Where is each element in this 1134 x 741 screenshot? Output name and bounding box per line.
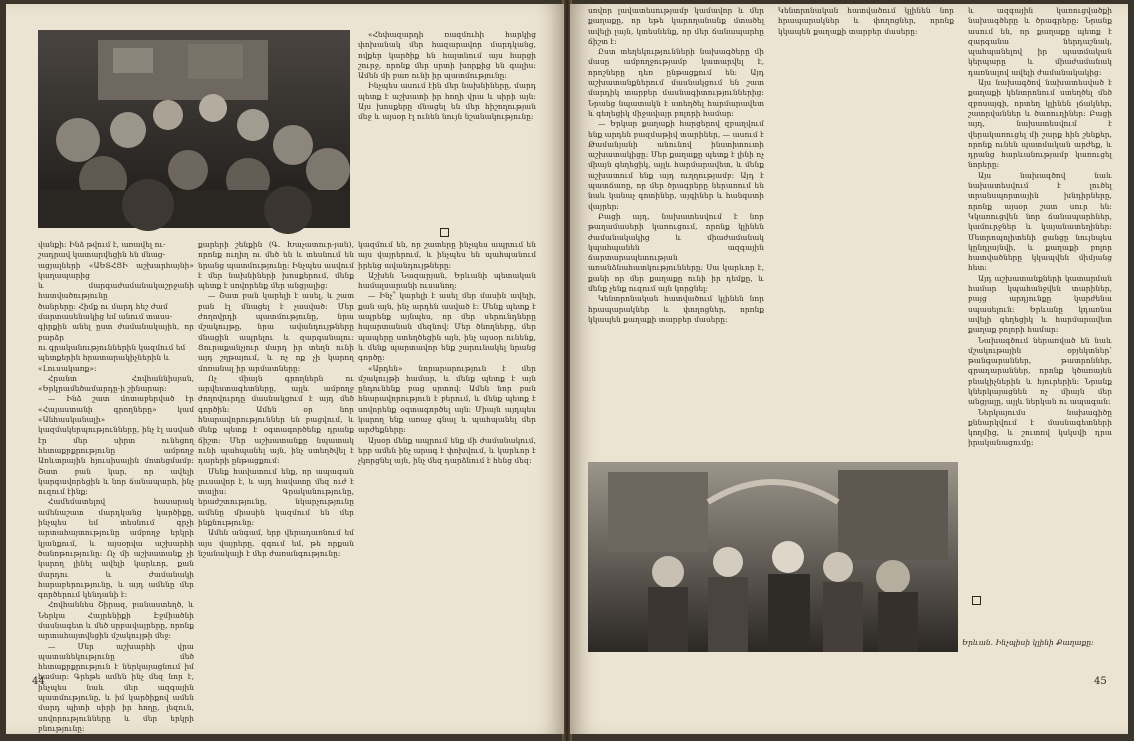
end-mark-square	[440, 228, 449, 237]
right-column-1	[588, 6, 764, 446]
col2-paragraph-1: — Շատ բան կարելի է ասել, և շատ բան էլ մնացել է չասված։ Մեր ժողովրդի պատմությունը, նրա մշակույթը, նրա ավանդույթները մնացին ապրելու և զարգանալու։ Յուրաքանչյուր մարդ իր տեղն ունի այդ շղթայում, և ոչ ոք չի կարող մոռանալ իր արմատները։	[198, 291, 354, 373]
crowd-photo-image	[38, 30, 350, 228]
col1-paragraph-1: — Ինձ շատ մոտաբերված էր «Հայաստանի գրողները» կամ «Անհասկանալի» կազմակերպությունները, ինչ էլ ասված էր մեր սիրտ ունեցող հետաքրքրությունը ամբողջ Առևտրային հյուսիսային մոտեցմամբ։ Շատ բան կար, որ ավելի կարգավորեցին և նոր ճանապարհ, ինչ ուզում էինք։	[38, 394, 194, 497]
r-col1-paragraph-4: Կենտրոնական հատվածում կլինեն նոր հրապարակներ և փողոցներ, որոնք կկապեն քաղաքի տարբեր մասերը։	[588, 294, 764, 324]
r-col2-paragraph-0: Կենտրոնական հատվածում կլինեն նոր հրապարակներ և փողոցներ, որոնք կկապեն քաղաքի տարբեր մասերը։	[778, 6, 954, 36]
page-number-right: 45	[1094, 676, 1107, 687]
r-col3-paragraph-5: Ներկայումս նախագիծը քննարկվում է մասնագետների կողմից, և շուտով կսկսվի դրա իրականացումը։	[968, 407, 1112, 448]
end-mark-square-right	[972, 596, 981, 605]
col1-line-7: ու գրականություններին կազմում եմ	[38, 342, 186, 352]
col1-line-1: շադրավ կատարվեցին են մնաց-	[38, 250, 166, 260]
photo-caption: Երևան. Ինչպիսի կլինի Քաղաքը։	[962, 638, 1094, 647]
col1-paragraph-2: Համեմատելով հասարակ ամենաշատ մարդկանց կարծիքը, ինչպես եմ տեսնում գրչի արտահայտությունը ամբողջ երկրի կյանքում, և այսօրվա աշխարհի ծանոթությունը։ Ոչ մի աշխատանք չի կարող լինել ավելի կարևոր, քան մարդու և ժամանակի հարաբերությունը, և այդ ամենը մեր գործերում կենդանի է։	[38, 497, 194, 600]
col1-paragraph-4: — Մեր աշխարհի վրա պատանեկությունը մեծ հետաքրքրություն է ներկայացնում իմ համար։ Գրեթե ամեն ինչ մեզ նոր է, ինչպես նաև մեր ազգային պատմությունը, և իմ կարծիքով ամեն մարդ պիտի սիրի իր հողը, լեզուն, սովորությունները և մեր երկրի բնությունը։	[38, 641, 194, 733]
r-col3-paragraph-4: Նախագծում ներառված են նաև մշակութային օբյեկտներ՝ թանգարաններ, թատրոններ, գրադարաններ, որոնք կծառայեն բնակիչներին և հյուրերին։ Նրանք կներկայացնեն ոչ միայն մեր անցյալը, այլև ներկան ու ապագան։	[968, 335, 1112, 407]
col3-bottom-paragraph-4: Այսօր մենք ապրում ենք մի ժամանակում, երբ ամեն ինչ արագ է փոխվում, և կարևոր է չկորցնել այն, ինչ մեզ դարձնում է հենց մեզ։	[358, 435, 536, 466]
col2-paragraph-0: քարերի շենքին (Գ. Խաչատուր-յան), որոնք ուղիղ ու մեծ են և տեսնում են նրանց պատմությունը։ Ինչպես ասվում է մեր նախնիների խոսքերում, մենք պետք է սովորենք մեր անցյալից։	[198, 240, 354, 291]
crowd-photo	[38, 30, 350, 228]
r-col3-paragraph-3: Այդ աշխատանքների կատարման համար կպահանջվեն տարիներ, բայց արդյունքը կարժենա սպասելուն։ Երևանը կդառնա ավելի գեղեցիկ և հարմարավետ քաղաք բոլորի համար։	[968, 273, 1112, 335]
left-page	[6, 4, 564, 734]
city-street-photo	[588, 462, 958, 652]
left-column-2	[198, 240, 354, 670]
col3-top-paragraph-0: «Հեփազարդի ռազմուհի հարկից փոխանակ մեր հազարավոր մարդկանց, ովքեր կարծիք են հայտնում այս հարցի շուրջ, որոնք մեր սրտի խորքից են գալիս։ Ամեն մի բառ ունի իր պատմությունը։	[358, 30, 536, 81]
col1-line-0: վանքի։ Ինձ թվում է, առավել ու-	[38, 240, 166, 249]
r-col3-paragraph-0: և ազգային կառուցվածքի նախագծերը և ծրագրերը։ Նրանք ասում են, որ քաղաքը պետք է զարգանա ներդաշնակ, պահպանելով իր պատմական կերպարը և միաժամանակ դառնալով ավելի ժամանակակից։	[968, 6, 1112, 77]
col1-paragraph-3: Հովհաննես Շիրազ, բանաստեղծ, և Ներկա Հայրենիքի Էջմիածնի մասնագետ և մեծ սրբավայրերը, որոնք արտահայտվեցին մշակույթի մեջ։	[38, 600, 194, 641]
r-col1-paragraph-3: Բացի այդ, նախատեսվում է նոր թաղամասերի կառուցում, որոնք կլինեն ժամանակակից և միաժամանակ կպահպանեն ազգային ճարտարապետության առանձնահատկությունները։ Սա կարևոր է, քանի որ մեր քաղաքը ունի իր դեմքը, և մենք չենք ուզում այն կորցնել։	[588, 211, 764, 294]
col1-line-6: գիրքին անել ըստ ժամանակային, որ բարձր	[38, 322, 194, 342]
col1-line-5: մարտասենակից եմ անում տասս-	[38, 312, 173, 322]
col1-line-9: «Լուսակառք»։	[38, 363, 97, 373]
col2-paragraph-2: Ոչ միայն գրողներն ու արվեստագետները, այլև ամբողջ ժողովուրդը մասնակցում է այդ մեծ գործին։ Ամեն օր նոր հնարավորություններ են բացվում, և մենք պետք է օգտագործենք դրանք ճիշտ։ Մեր աշխատանքը նպատակ ունի պահպանել այն, ինչ ստեղծվել է դարերի ընթացքում։	[198, 373, 354, 466]
city-street-photo-image	[588, 462, 958, 652]
r-col3-paragraph-1: Այս նախագծով նախատեսված է քաղաքի կենտրոնում ստեղծել մեծ զբոսայգի, որտեղ կլինեն լճակներ, շատրվաններ և ծառուղիներ։ Բացի այդ, նախատեսվում է վերակառուցել մի շարք հին շենքեր, որոնք ունեն պատմական արժեք, և դրանց հարևանությամբ կառուցել նորերը։	[968, 78, 1112, 170]
col2-paragraph-4: Ամեն անգամ, երբ վերադառնում եմ այս վայրերը, զգում եմ, թե որքան նշանակալի է մեր ժառանգությունը։	[198, 528, 354, 558]
col3-bottom-paragraph-0: կազմում են, որ շատերը ինչպես ապրում են այս վայրերում, և ինչպես են պահպանում իրենց ավանդույթները։	[358, 240, 536, 270]
r-col1-paragraph-1: Ըստ տեղեկությունների նախագծերը մի մասը ամբողջությամբ կատարվել է, որոշները դեռ ընթացքում են։ Այդ աշխատանքներում մասնակցում են շատ մարդիկ տարբեր մասնագիտություններից։ Նրանց նպատակն է ստեղծել հարմարավետ և գեղեցիկ միջավայր բոլորի համար։	[588, 47, 764, 118]
col1-line-2: ացյալների «ԱԵՏՀՅԻ աշխարհայնի» կաղապարից	[38, 260, 194, 280]
col3-bottom-paragraph-1: Աշխեն Նազարյան, Երևանի պետական համալսարանի ուսանող։	[358, 270, 536, 291]
left-column-3-bottom	[358, 240, 536, 670]
col3-top-paragraph-1: Ինչպես ասում էին մեր նախնիները, մարդ պետք է աշխատի իր հողի վրա և սիրի այն։ Այս խոսքերը մնացել են մեր հիշողության մեջ և այսօր էլ ունեն նույն նշանակությունը։	[358, 81, 536, 122]
right-column-2	[778, 6, 954, 446]
left-column-3-top	[358, 30, 536, 226]
right-column-3	[968, 6, 1112, 612]
col1-line-3: և մարգաժամանակաշրջանի հատվածությունը	[38, 281, 194, 301]
page-number-left: 44	[32, 676, 45, 687]
r-col3-paragraph-2: Այս նախագծով նաև նախատեսվում է լուծել տրանսպորտային խնդիրները, որոնք այսօր շատ սուր են։ Կկառուցվեն նոր ճանապարհներ, կամուրջներ և կայանատեղիներ։ Մետրոպոլիտենի ցանցը նույնպես կընդլայնվի, և քաղաքի բոլոր հատվածները կկապվեն միմյանց հետ։	[968, 170, 1112, 273]
col1-paragraph-0: Հրանտ Հովհաննիսյան, «Երկրամեծամարդը-ի շինարար։	[38, 373, 194, 394]
col2-paragraph-3: Մենք հավատում ենք, որ ապագան լուսավոր է, և այդ հավատը մեզ ուժ է տալիս։ Գրականությունը, երաժշտությունը, նկարչությունը ամենը միասին կազմում են մեր ինքնությունը։	[198, 466, 354, 528]
r-col1-paragraph-0: սովոր լավատեսությամբ կամավոր և մեր քաղաքը, որ եթե կարողանանք մտածել ավելի լայն, կտեսնենք, որ մեր ճանապարհը ճիշտ է։	[588, 6, 764, 46]
col1-line-8: պետքերին հրատարակիչներին և	[38, 353, 170, 363]
right-page	[570, 4, 1128, 734]
col1-line-4: ծանրերը։ Հիմք ու մարդ հեշ ժամ	[38, 301, 168, 311]
col3-bottom-paragraph-2: — Ինչ՞ կարելի է ասել մեր մասին ավելի, քան այն, ինչ արդեն ասված է։ Մենք պետք է ապրենք այնպես, որ մեր սերունդները հպարտանան մեզնով։ Մեր ծնողները, մեր պապերը ստեղծեցին այն, ինչ այսօր ունենք, և մենք պարտավոր ենք շարունակել նրանց գործը։	[358, 291, 536, 363]
col3-bottom-paragraph-3: «Արդեն» նորարարություն է մեր մշակույթի համար, և մենք պետք է այն ընդունենք բաց սրտով։ Ամեն նոր բան հնարավորություն է բերում, և մենք պետք է սովորենք օգտագործել այն։ Միայն այդպես կարող ենք առաջ գնալ և պահպանել մեր արժեքները։	[358, 363, 536, 435]
r-col1-paragraph-2: — Երկար քաղաքի հարցերով զբաղվում ենք արդեն բազմաթիվ տարիներ, — ասում է Թամանյանի անունով ինստիտուտի աշխատակիցը։ Մեր քաղաքը պետք է լինի ոչ միայն գեղեցիկ, այլև հարմարավետ, և մենք աշխատում ենք այդ ուղղությամբ։ Այդ է պատճառը, որ մեր ծրագրերը ներառում են նաև կանաչ գոտիներ, այգիներ և հանգստի վայրեր։	[588, 119, 764, 211]
